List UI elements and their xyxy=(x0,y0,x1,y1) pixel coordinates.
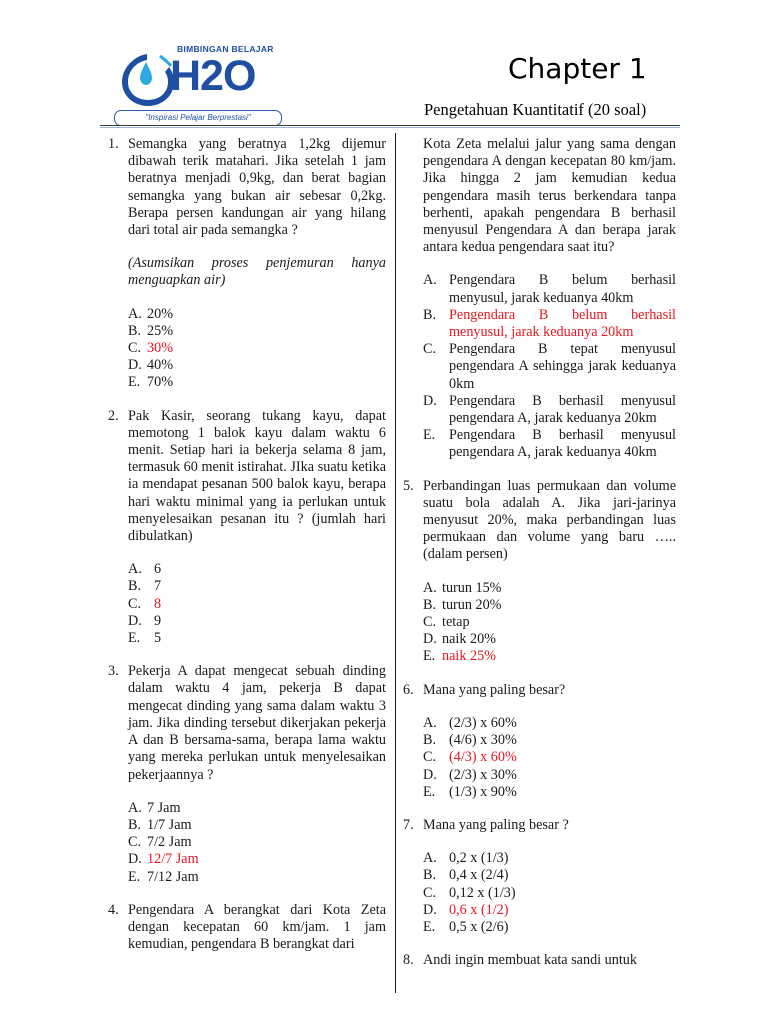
question-4 xyxy=(108,902,386,954)
option-a: A. (2/3) x 60% xyxy=(423,714,517,731)
options-q7 xyxy=(423,850,676,936)
option-d: D. (2/3) x 30% xyxy=(423,766,517,783)
chapter-title: Chapter 1 xyxy=(508,52,647,85)
option-a: A. 6 xyxy=(128,561,162,578)
question-number: 7. xyxy=(403,816,414,833)
question-text: Mana yang paling besar? xyxy=(423,681,566,698)
option-c: C. tetap xyxy=(423,614,470,631)
question-number: 4. xyxy=(108,901,119,918)
header-divider xyxy=(100,125,680,126)
h2o-logo xyxy=(112,44,284,130)
question-4-continuation: Kota Zeta melalui jalur yang sama dengan pengendara A dengan kecepatan 80 km/jam. Jika hingga 2 jam kemudian kedua pengendara masih terus berkendara tanpa berhenti, apakah pengendara B berhasil menyusul Pengendara A dan berapa jarak antara kedua pengendara saat itu? xyxy=(423,136,676,256)
question-text: Perbandingan luas permukaan dan volume suatu bola adalah A. Jika jari-jarinya menyusut 20%, maka perbandingan luas permukaan dan volume yang baru …..(dalam persen) xyxy=(423,477,676,563)
options-q1 xyxy=(128,306,386,392)
option-e: E. 0,5 x (2/6) xyxy=(423,918,509,935)
column-divider xyxy=(395,133,396,993)
logo-tagline: "Inspirasi Pelajar Berprestasi" xyxy=(114,110,282,126)
question-number: 3. xyxy=(108,663,119,680)
logo-small-text: BIMBINGAN BELAJAR xyxy=(177,44,274,54)
options-q2 xyxy=(128,561,386,647)
question-3 xyxy=(108,663,386,783)
question-8 xyxy=(403,952,676,969)
question-text: Semangka yang beratnya 1,2kg dijemur dibawah terik matahari. Jika setelah 1 jam beratnya menjadi 0,9kg, dan berat bagian semangka yang bukan air sebesar 0,2kg. Berapa persen kandungan air yang hilang dari total air pada semangka ? xyxy=(128,136,386,239)
question-number: 2. xyxy=(108,407,119,424)
question-5 xyxy=(403,478,676,564)
logo-big-text: H2O xyxy=(170,52,256,100)
option-c-answer: C. 8 xyxy=(128,595,162,612)
option-b: B. (4/6) x 30% xyxy=(423,732,517,749)
option-c: C. 0,12 x (1/3) xyxy=(423,884,516,901)
right-column xyxy=(403,136,676,985)
option-b: B. 1/7 Jam xyxy=(128,816,192,833)
question-text: Pengendara A berangkat dari Kota Zeta dengan kecepatan 60 km/jam. 1 jam kemudian, pengendara B berangkat dari xyxy=(128,901,386,953)
left-column xyxy=(108,136,386,969)
option-a: A. 0,2 x (1/3) xyxy=(423,850,509,867)
question-number: 8. xyxy=(403,952,414,969)
option-d-answer: D. 0,6 x (1/2) xyxy=(423,901,509,918)
option-c-answer: C. (4/3) x 60% xyxy=(423,749,517,766)
option-d: D. naik 20% xyxy=(423,631,496,648)
option-a: A. 7 Jam xyxy=(128,799,181,816)
option-c-answer: C. 30% xyxy=(128,340,174,357)
option-c: C. Pengendara B tepat menyusul pengendara A sehingga jarak keduanya 0km xyxy=(423,341,676,392)
options-q6 xyxy=(423,715,676,801)
question-number: 6. xyxy=(403,681,414,698)
question-number: 5. xyxy=(403,477,414,494)
option-d-answer: D. 12/7 Jam xyxy=(128,851,199,868)
option-c: C. 7/2 Jam xyxy=(128,834,192,851)
header-divider-accent xyxy=(100,127,680,128)
option-b: B. turun 20% xyxy=(423,596,502,613)
option-a: A. Pengendara B belum berhasil menyusul, jarak keduanya 40km xyxy=(423,272,676,306)
question-text: Andi ingin membuat kata sandi untuk xyxy=(423,952,637,969)
option-e: E. 5 xyxy=(128,630,162,647)
option-e: E. Pengendara B berhasil menyusul pengendara A, jarak keduanya 40km xyxy=(423,427,676,461)
question-text: Pekerja A dapat mengecat sebuah dinding dalam waktu 4 jam, pekerja B dapat mengecat dinding yang sama dalam waktu 3 jam. Jika dinding tersebut dikerjakan pekerja A dan B bersama-sama, berapa lama waktu yang mereka perlukan untuk menyelesaikan pekerjaannya ? xyxy=(128,663,386,783)
question-2 xyxy=(108,408,386,546)
option-b: B. 7 xyxy=(128,578,162,595)
option-a: A. turun 15% xyxy=(423,579,502,596)
question-1 xyxy=(108,136,386,239)
options-q5 xyxy=(423,580,676,666)
option-e-answer: E. naik 25% xyxy=(423,648,496,665)
option-d: D. 9 xyxy=(128,612,162,629)
option-e: E. 70% xyxy=(128,374,174,391)
question-7 xyxy=(403,817,676,834)
options-q4 xyxy=(423,272,676,461)
option-a: A. 20% xyxy=(128,305,174,322)
question-note: (Asumsikan proses penjemuran hanya menguapkan air) xyxy=(128,255,386,289)
option-b: B. 0,4 x (2/4) xyxy=(423,867,509,884)
question-6 xyxy=(403,682,676,699)
question-text: Pak Kasir, seorang tukang kayu, dapat memotong 1 balok kayu dalam waktu 6 menit. Setiap hari ia bekerja selama 8 jam, termasuk 60 menit istirahat. JIka suatu ketika ia mendapat pesanan 500 balok kayu, berapa hari waktu minimal yang ia perlukan untuk menyelesaikan pesanan itu ? (jumlah hari dibulatkan) xyxy=(128,407,386,545)
section-subtitle: Pengetahuan Kuantitatif (20 soal) xyxy=(424,100,647,119)
water-drop-logo-icon xyxy=(116,50,178,108)
option-e: E. (1/3) x 90% xyxy=(423,783,517,800)
option-d: D. 40% xyxy=(128,357,174,374)
question-text: Mana yang paling besar ? xyxy=(423,816,569,833)
options-q3 xyxy=(128,800,386,886)
option-b: B. 25% xyxy=(128,322,174,339)
question-number: 1. xyxy=(108,136,119,152)
option-b-answer: B. Pengendara B belum berhasil menyusul, jarak keduanya 20km xyxy=(423,306,676,341)
option-e: E. 7/12 Jam xyxy=(128,868,199,885)
option-d: D. Pengendara B berhasil menyusul pengendara A, jarak keduanya 20km xyxy=(423,392,676,427)
